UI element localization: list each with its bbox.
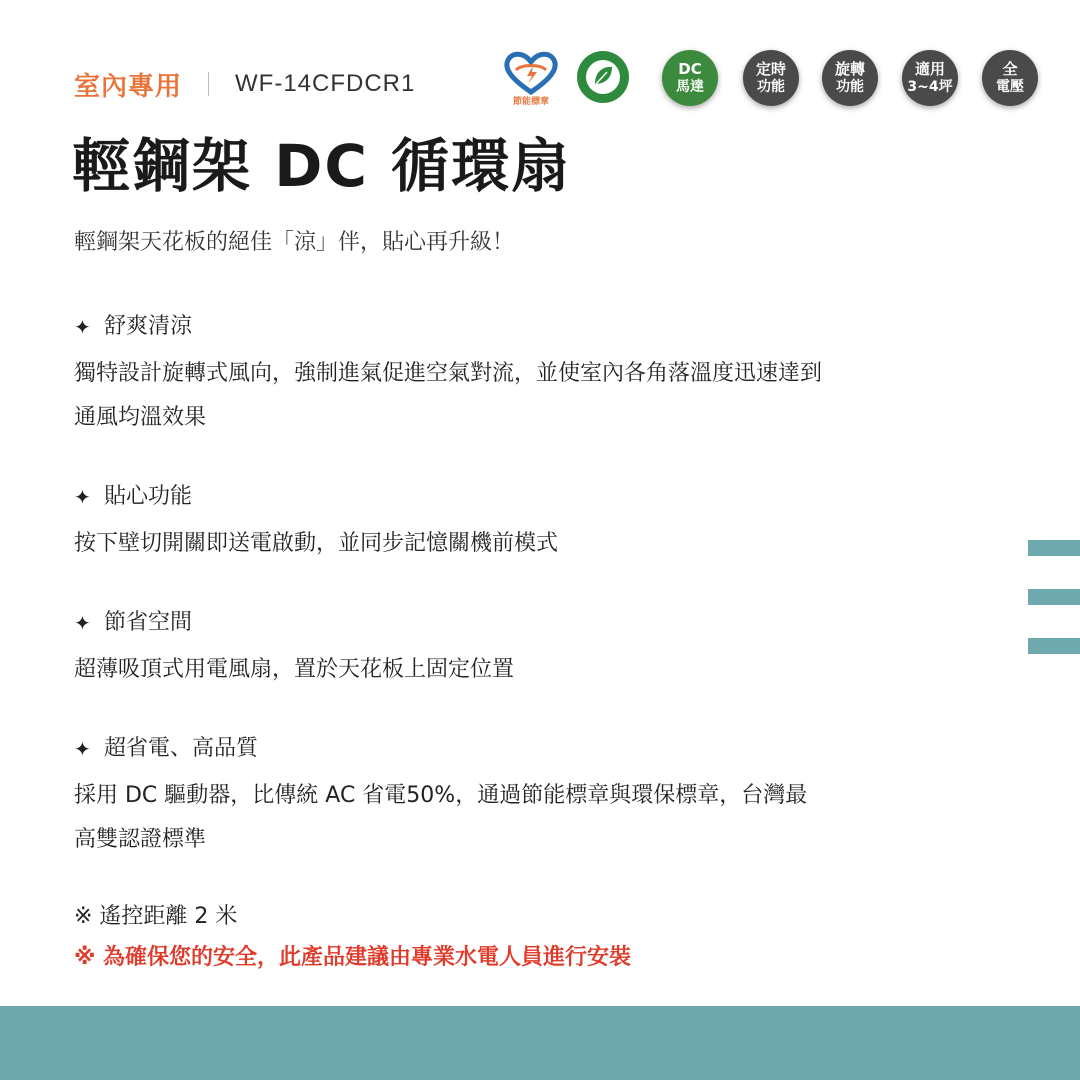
decorative-bar [1028,589,1080,605]
voltage-badge-line2: 電壓 [996,79,1024,95]
feature-body-line: 按下壁切開關即送電啟動，並同步記憶關機前模式 [74,531,559,556]
star-icon: ✦ [74,611,91,635]
product-title: 輕鋼架 DC 循環扇 [72,132,572,200]
feature-section [74,606,964,692]
decorative-bar [1028,638,1080,654]
dc-motor-badge-line2: 馬達 [676,79,704,95]
rotation-badge-line2: 功能 [836,79,864,95]
feature-sections [74,310,964,902]
room-size-badge-line2: 3~4坪 [907,79,953,95]
voltage-badge [982,50,1038,106]
feature-section [74,480,964,566]
dc-motor-badge-line1: DC [678,60,702,78]
feature-title [74,606,964,640]
product-subtitle: 輕鋼架天花板的絕佳「涼」伴，貼心再升級！ [74,230,515,255]
decorative-bar [1028,540,1080,556]
feature-body [74,352,964,440]
energy-label-icon [500,50,562,114]
timer-badge-line1: 定時 [755,60,786,78]
dc-motor-badge [662,50,718,106]
remote-range-note: ※ 遙控距離 2 米 [74,904,238,929]
star-icon: ✦ [74,485,91,509]
feature-title-text: 舒爽清涼 [104,314,193,339]
feature-section [74,310,964,440]
voltage-badge-line1: 全 [1002,60,1018,78]
model-number: WF-14CFDCR1 [235,70,416,97]
room-size-badge [902,50,958,106]
feature-body-line: 通風均溫效果 [74,405,207,430]
feature-badges [0,50,1080,110]
feature-body [74,522,964,566]
feature-body-line: 超薄吸頂式用電風扇，置於天花板上固定位置 [74,657,515,682]
feature-body-line: 獨特設計旋轉式風向，強制進氣促進空氣對流，並使室內各角落溫度迅速達到 [74,361,823,386]
feature-body-line: 高雙認證標準 [74,827,207,852]
feature-title-text: 節省空間 [104,610,193,635]
feature-title-text: 貼心功能 [104,484,193,509]
feature-title [74,732,964,766]
footer-band [0,1006,1080,1080]
feature-section [74,732,964,862]
installation-warning: ※ 為確保您的安全，此產品建議由專業水電人員進行安裝 [74,945,632,970]
feature-title [74,480,964,514]
room-size-badge-line1: 適用 [914,60,945,78]
feature-body-line: 採用 DC 驅動器，比傳統 AC 省電50%，通過節能標章與環保標章，台灣最 [74,783,808,808]
feature-body [74,774,964,862]
rotation-badge [822,50,878,106]
energy-label-text: 節能標章 [512,97,549,107]
feature-title [74,310,964,344]
timer-badge [743,50,799,106]
star-icon: ✦ [74,737,91,761]
timer-badge-line2: 功能 [757,79,785,95]
star-icon: ✦ [74,315,91,339]
rotation-badge-line1: 旋轉 [834,60,865,78]
usage-tag: 室內專用 [74,71,183,102]
eco-label-icon [576,50,630,104]
feature-title-text: 超省電、高品質 [104,736,259,761]
feature-body [74,648,964,692]
